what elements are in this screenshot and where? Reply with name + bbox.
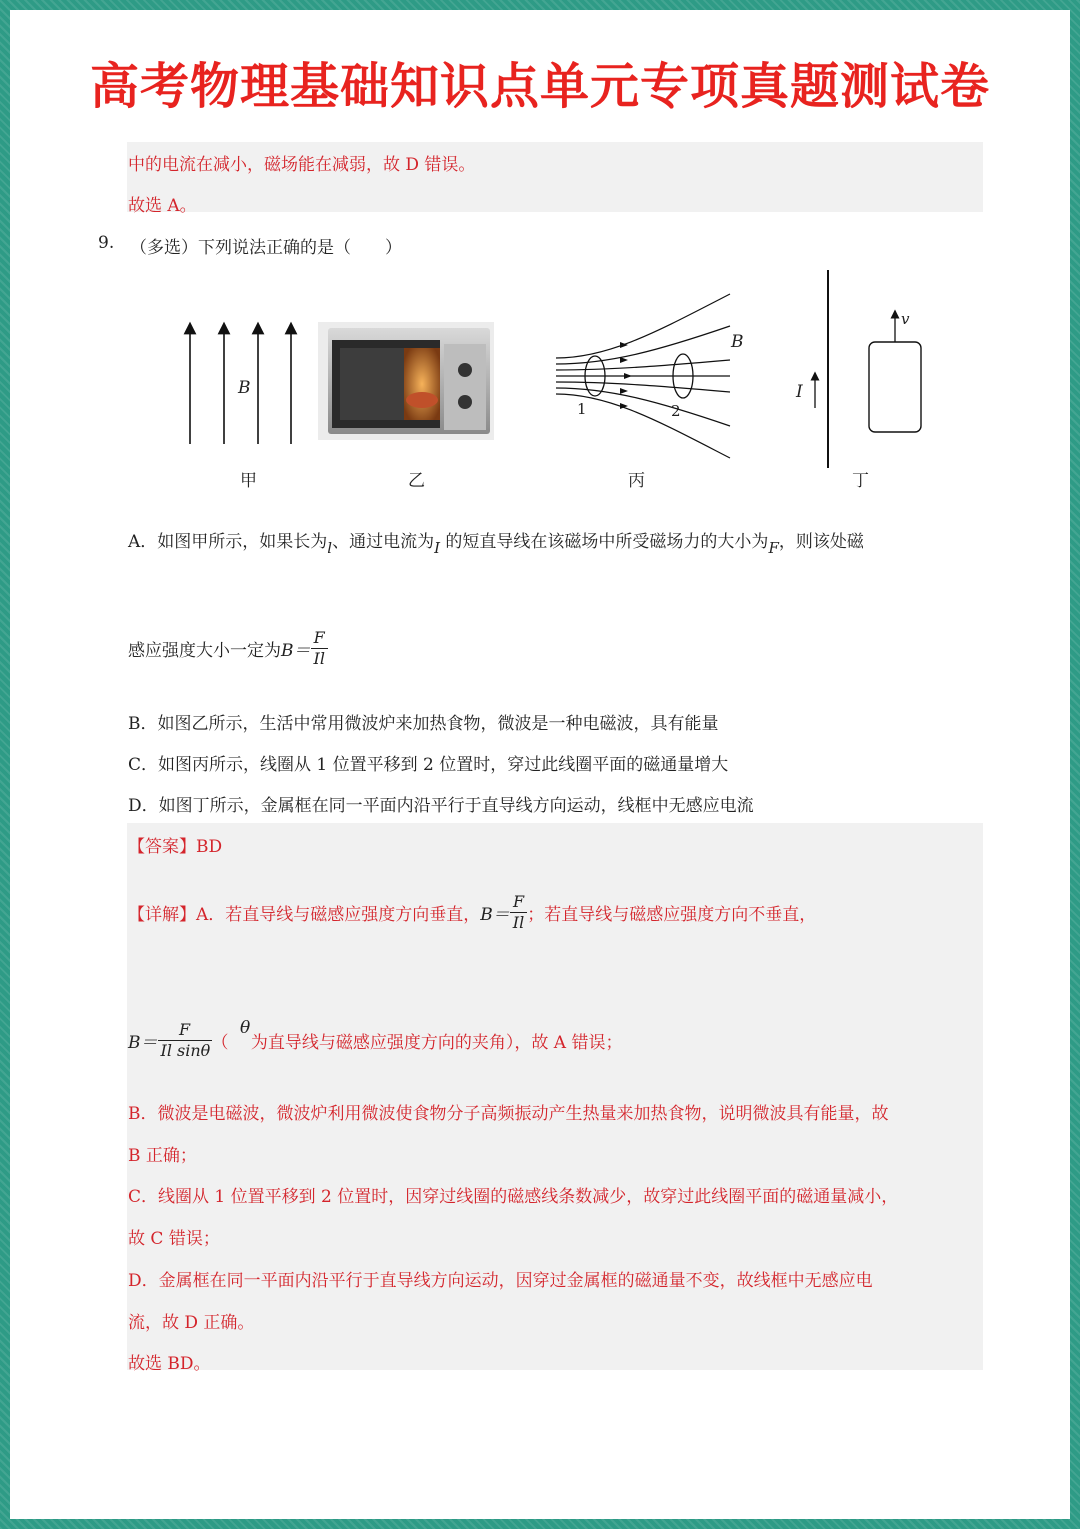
figure-caption-bing: 丙 [628,471,645,491]
option-b: B．如图乙所示，生活中常用微波炉来加热食物，微波是一种电磁波，具有能量 [128,714,719,734]
figure-jia-B-label: B [238,378,251,398]
question-stem: （多选）下列说法正确的是（ ） [130,238,402,258]
option-a-line2: 感应强度大小一定为B＝ $\frac{F}{Il}$ [128,628,328,669]
detail-final: 故选 BD。 [128,1354,211,1374]
option-c: C．如图丙所示，线圈从 1 位置平移到 2 位置时，穿过此线圈平面的磁通量增大 [128,755,729,775]
detail-b-line2: B 正确； [128,1146,197,1166]
figure-ding-I-label: I [796,382,803,402]
page-title: 高考物理基础知识点单元专项真题测试卷 [89,58,990,115]
figure-caption-ding: 丁 [852,471,869,491]
detail-c-line1: C．线圈从 1 位置平移到 2 位置时，因穿过线圈的磁感线条数减少，故穿过此线圈平面的磁通量减小， [128,1187,899,1207]
figure-caption-jia: 甲 [240,471,257,491]
figure-ding-wire-and-frame [800,268,940,473]
option-a-line1: A．如图甲所示，如果长为l、通过电流为I 的短直导线在该磁场中所受磁场力的大小为F，则该处磁 [128,532,864,557]
detail-a-line1: 【详解】A．若直导线与磁感应强度方向垂直，B＝ $\frac{F}{Il}$ ；若直导线与磁感应强度方向不垂直， [128,892,817,932]
detail-c-line2: 故 C 错误； [128,1229,220,1249]
detail-b-line1: B．微波是电磁波，微波炉利用微波使食物分子高频振动产生热量来加热食物，说明微波具有能量，故 [128,1104,889,1124]
detail-d-line1: D．金属框在同一平面内沿平行于直导线方向运动，因穿过金属框的磁通量不变，故线框中无感应电 [128,1271,873,1291]
question-number: 9. [98,233,115,253]
formula-B-F-over-Il: $\frac{F}{Il}$ [311,628,328,669]
detail-formula-F-over-Il: $\frac{F}{Il}$ [510,892,527,933]
prev-explanation-line2: 故选 A。 [128,196,197,216]
answer-label: 【答案】BD [128,837,223,857]
figure-yi-microwave-image [318,322,494,440]
detail-d-line2: 流，故 D 正确。 [128,1313,255,1333]
figure-bing-coil1-label: 1 [577,400,587,418]
option-d: D．如图丁所示，金属框在同一平面内沿平行于直导线方向运动，线框中无感应电流 [128,796,754,816]
figure-bing-diverging-field [550,290,750,470]
paper [10,10,1070,1519]
detail-formula-F-over-Ilsin: $\frac{F}{\text{Il sinθ}}$ [158,1020,212,1061]
figure-bing-B-label: B [731,332,744,352]
detail-theta-symbol: θ [240,1018,251,1038]
detail-a-line2: B＝ $\frac{F}{\text{Il sinθ}}$ （ 为直导线与磁感应强度方向的夹角），故 A 错误； [128,1020,623,1060]
figure-ding-v-label: v [901,310,910,328]
prev-explanation-line1: 中的电流在减小，磁场能在减弱，故 D 错误。 [128,155,476,175]
figure-bing-coil2-label: 2 [671,402,681,420]
figure-caption-yi: 乙 [408,471,425,491]
